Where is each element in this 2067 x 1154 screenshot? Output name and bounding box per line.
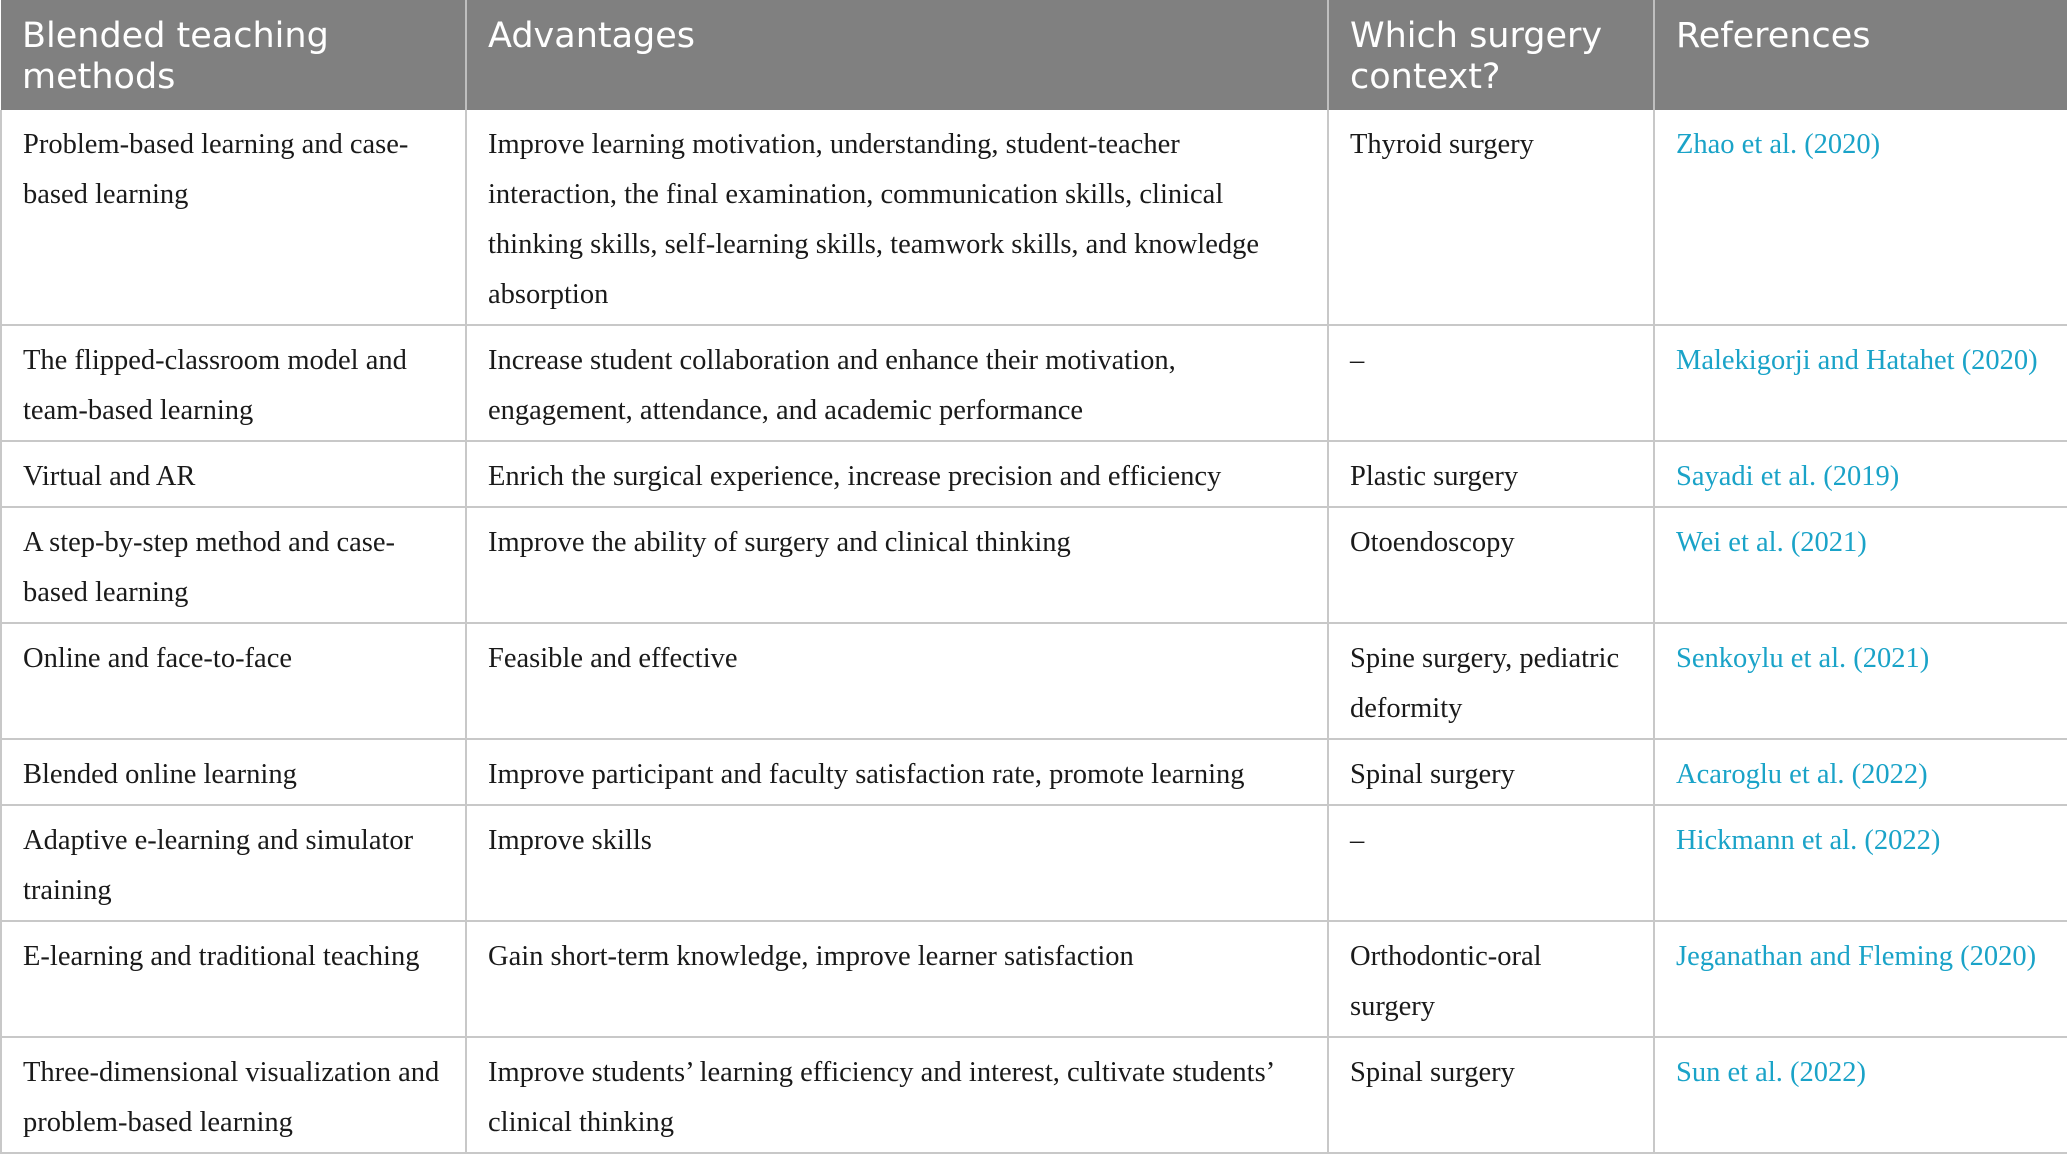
reference-link[interactable]: Jeganathan and Fleming (2020) — [1654, 921, 2067, 1037]
advantages-cell: Improve skills — [466, 805, 1328, 921]
advantages-cell: Enrich the surgical experience, increase precision and efficiency — [466, 441, 1328, 507]
reference-link[interactable]: Senkoylu et al. (2021) — [1654, 623, 2067, 739]
table-row — [1, 921, 2067, 1037]
advantages-cell: Improve the ability of surgery and clinical thinking — [466, 507, 1328, 623]
context-cell: Plastic surgery — [1328, 441, 1654, 507]
reference-link[interactable]: Sayadi et al. (2019) — [1654, 441, 2067, 507]
reference-link[interactable]: Zhao et al. (2020) — [1654, 110, 2067, 325]
method-cell: A step-by-step method and case-based learning — [1, 507, 466, 623]
table-header — [1, 0, 2067, 110]
header-row — [1, 0, 2067, 110]
method-cell: Blended online learning — [1, 739, 466, 805]
table-row — [1, 441, 2067, 507]
table-row — [1, 325, 2067, 441]
advantages-cell: Improve participant and faculty satisfaction rate, promote learning — [466, 739, 1328, 805]
header-surgery-context: Which surgery context? — [1328, 0, 1654, 110]
method-cell: Online and face-to-face — [1, 623, 466, 739]
reference-link[interactable]: Sun et al. (2022) — [1654, 1037, 2067, 1153]
method-cell: The flipped-classroom model and team-based learning — [1, 325, 466, 441]
advantages-cell: Gain short-term knowledge, improve learner satisfaction — [466, 921, 1328, 1037]
header-methods: Blended teaching methods — [1, 0, 466, 110]
table-row — [1, 507, 2067, 623]
advantages-cell: Improve students’ learning efficiency and interest, cultivate students’ clinical thinking — [466, 1037, 1328, 1153]
table-row — [1, 805, 2067, 921]
context-cell: Spinal surgery — [1328, 739, 1654, 805]
method-cell: Virtual and AR — [1, 441, 466, 507]
context-cell: Orthodontic-oral surgery — [1328, 921, 1654, 1037]
context-cell: – — [1328, 325, 1654, 441]
method-cell: Adaptive e-learning and simulator training — [1, 805, 466, 921]
advantages-cell: Improve learning motivation, understanding, student-teacher interaction, the final examination, communication skills, clinical thinking skills, self-learning skills, teamwork skills, and knowledge absorption — [466, 110, 1328, 325]
method-cell: E-learning and traditional teaching — [1, 921, 466, 1037]
header-references: References — [1654, 0, 2067, 110]
advantages-cell: Increase student collaboration and enhance their motivation, engagement, attendance, and academic performance — [466, 325, 1328, 441]
table-body — [1, 110, 2067, 1153]
context-cell: Thyroid surgery — [1328, 110, 1654, 325]
table-row — [1, 1037, 2067, 1153]
reference-link[interactable]: Malekigorji and Hatahet (2020) — [1654, 325, 2067, 441]
reference-link[interactable]: Hickmann et al. (2022) — [1654, 805, 2067, 921]
context-cell: Otoendoscopy — [1328, 507, 1654, 623]
reference-link[interactable]: Wei et al. (2021) — [1654, 507, 2067, 623]
table-row — [1, 623, 2067, 739]
context-cell: Spinal surgery — [1328, 1037, 1654, 1153]
advantages-cell: Feasible and effective — [466, 623, 1328, 739]
method-cell: Problem-based learning and case-based learning — [1, 110, 466, 325]
reference-link[interactable]: Acaroglu et al. (2022) — [1654, 739, 2067, 805]
table-row — [1, 110, 2067, 325]
method-cell: Three-dimensional visualization and problem-based learning — [1, 1037, 466, 1153]
context-cell: Spine surgery, pediatric deformity — [1328, 623, 1654, 739]
header-advantages: Advantages — [466, 0, 1328, 110]
context-cell: – — [1328, 805, 1654, 921]
table-row — [1, 739, 2067, 805]
